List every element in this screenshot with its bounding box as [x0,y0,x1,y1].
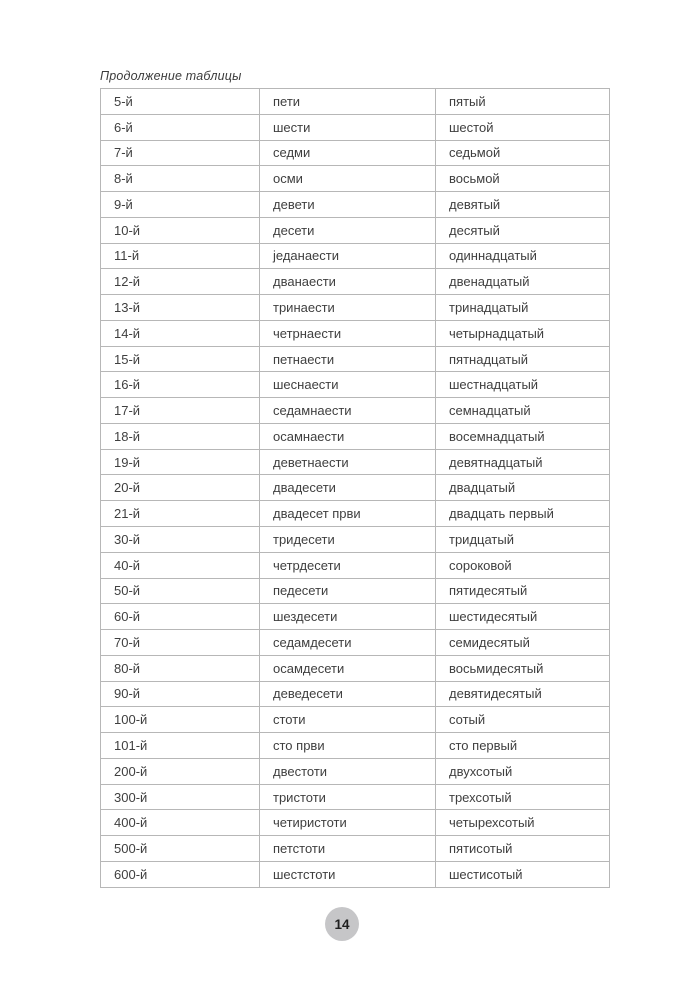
table-cell: шести [260,114,436,140]
table-row [101,707,610,733]
table-cell: 600-й [101,861,260,887]
table-cell: сто први [260,733,436,759]
table-cell: 5-й [101,89,260,115]
table-cell: девятнадцатый [436,449,610,475]
table-cell: 40-й [101,552,260,578]
page-number-badge [325,907,359,941]
table-row [101,243,610,269]
table-cell: 14-й [101,320,260,346]
table-cell: сотый [436,707,610,733]
table-cell: деветнаести [260,449,436,475]
table-cell: восемнадцатый [436,423,610,449]
table-cell: осамдесети [260,655,436,681]
table-cell: четырнадцатый [436,320,610,346]
table-cell: трехсотый [436,784,610,810]
table-cell: двенадцатый [436,269,610,295]
table-cell: тринаести [260,295,436,321]
table-cell: 16-й [101,372,260,398]
table-cell: шестстоти [260,861,436,887]
table-cell: шестидесятый [436,604,610,630]
table-cell: пятнадцатый [436,346,610,372]
table-cell: 50-й [101,578,260,604]
page-number: 14 [334,916,350,932]
table-cell: шестой [436,114,610,140]
table-row [101,630,610,656]
table-cell: тристоти [260,784,436,810]
table-cell: 6-й [101,114,260,140]
table-cell: 30-й [101,527,260,553]
table-cell: петстоти [260,836,436,862]
table-cell: осамнаести [260,423,436,449]
table-row [101,89,610,115]
table-cell: восьмидесятый [436,655,610,681]
table-row [101,810,610,836]
table-cell: четрнаести [260,320,436,346]
table-continuation-caption: Продолжение таблицы [100,69,242,83]
table-cell: пятисотый [436,836,610,862]
table-cell: шестисотый [436,861,610,887]
table-row [101,192,610,218]
ordinal-numerals-table [100,88,610,888]
table-cell: петнаести [260,346,436,372]
table-cell: одиннадцатый [436,243,610,269]
table-cell: 90-й [101,681,260,707]
table-row [101,758,610,784]
table-cell: 500-й [101,836,260,862]
table-cell: 7-й [101,140,260,166]
table-row [101,861,610,887]
table-row [101,784,610,810]
table-cell: 100-й [101,707,260,733]
table-row [101,475,610,501]
table-cell: седьмой [436,140,610,166]
table-row [101,372,610,398]
table-cell: 11-й [101,243,260,269]
table-cell: 18-й [101,423,260,449]
table-cell: двестоти [260,758,436,784]
table-cell: 200-й [101,758,260,784]
table-cell: пети [260,89,436,115]
table-cell: пятидесятый [436,578,610,604]
table-cell: 300-й [101,784,260,810]
table-cell: семидесятый [436,630,610,656]
table-cell: осми [260,166,436,192]
table-cell: четырехсотый [436,810,610,836]
table-cell: шестнадцатый [436,372,610,398]
table-row [101,398,610,424]
table-cell: 101-й [101,733,260,759]
table-cell: восьмой [436,166,610,192]
table-cell: сто первый [436,733,610,759]
table-cell: седми [260,140,436,166]
table-cell: 9-й [101,192,260,218]
table-cell: 400-й [101,810,260,836]
table-row [101,501,610,527]
table-cell: девятидесятый [436,681,610,707]
table-cell: четрдесети [260,552,436,578]
table-cell: 60-й [101,604,260,630]
table-cell: шеснаести [260,372,436,398]
table-cell: двухсотый [436,758,610,784]
table-cell: стоти [260,707,436,733]
table-cell: 20-й [101,475,260,501]
table-row [101,166,610,192]
table-cell: седамнаести [260,398,436,424]
table-cell: деведесети [260,681,436,707]
table-cell: 80-й [101,655,260,681]
table-cell: десети [260,217,436,243]
table-row [101,140,610,166]
table-cell: двадесети [260,475,436,501]
table-row [101,681,610,707]
table-row [101,320,610,346]
table-row [101,578,610,604]
table-cell: двадесет први [260,501,436,527]
table-row [101,114,610,140]
table-cell: 13-й [101,295,260,321]
table-cell: четиристоти [260,810,436,836]
table-cell: 10-й [101,217,260,243]
table-cell: тринадцатый [436,295,610,321]
table-row [101,217,610,243]
table-row [101,269,610,295]
table-cell: шездесети [260,604,436,630]
table-cell: двадцать первый [436,501,610,527]
table-cell: педесети [260,578,436,604]
table-cell: десятый [436,217,610,243]
table-cell: девятый [436,192,610,218]
table-cell: 17-й [101,398,260,424]
table-row [101,836,610,862]
table-cell: тридесети [260,527,436,553]
table-row [101,655,610,681]
table-cell: седамдесети [260,630,436,656]
table-cell: сороковой [436,552,610,578]
table-cell: 19-й [101,449,260,475]
table-row [101,295,610,321]
table-row [101,527,610,553]
ordinal-numerals-table-body [101,89,610,888]
table-row [101,423,610,449]
table-cell: девети [260,192,436,218]
table-cell: дванаести [260,269,436,295]
table-cell: 21-й [101,501,260,527]
table-cell: 8-й [101,166,260,192]
table-cell: једанаести [260,243,436,269]
table-row [101,733,610,759]
table-cell: 12-й [101,269,260,295]
table-cell: 15-й [101,346,260,372]
table-cell: семнадцатый [436,398,610,424]
table-row [101,604,610,630]
table-cell: 70-й [101,630,260,656]
table-row [101,552,610,578]
table-row [101,346,610,372]
table-cell: пятый [436,89,610,115]
table-cell: тридцатый [436,527,610,553]
table-row [101,449,610,475]
table-cell: двадцатый [436,475,610,501]
